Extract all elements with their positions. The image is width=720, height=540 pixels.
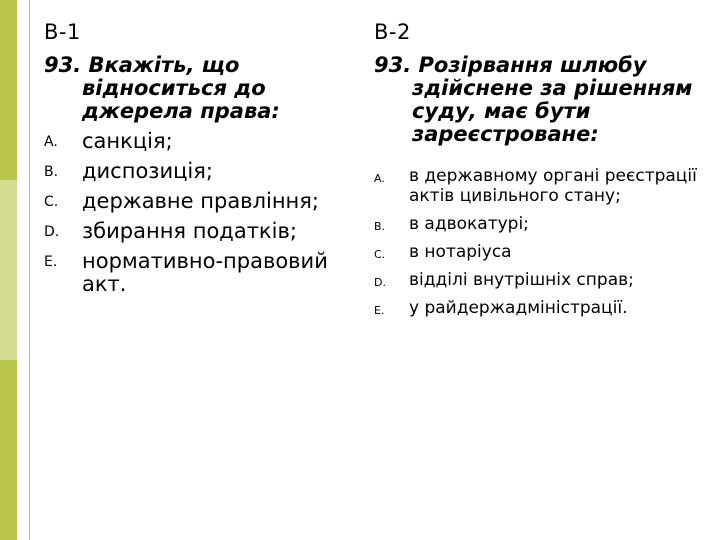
option-marker: D. <box>44 224 60 240</box>
variant-2-question: 93. Розірвання шлюбу здійснене за рішенням суду, має бути зареєстроване: <box>374 53 693 146</box>
option-marker: E. <box>374 304 385 317</box>
option-text: в нотаріуса <box>409 242 512 262</box>
variant-1-title: В-1 <box>44 20 81 44</box>
option-marker: D. <box>374 276 386 289</box>
option-text: державне правління; <box>82 189 319 213</box>
option-b <box>374 214 710 234</box>
option-e <box>374 298 710 318</box>
variant-2-title: В-2 <box>374 20 411 44</box>
option-text: нормативно-правовий акт. <box>82 249 328 296</box>
option-e <box>44 250 354 296</box>
option-text: відділі внутрішніх справ; <box>409 270 634 290</box>
option-text: санкція; <box>82 129 173 153</box>
option-a <box>44 130 354 153</box>
option-text: диспозиція; <box>82 159 213 183</box>
option-c <box>44 190 354 213</box>
variant-1-column <box>44 18 354 296</box>
variant-1-options <box>44 130 354 296</box>
option-c <box>374 242 710 262</box>
variant-1-question: 93. Вкажіть, що відноситься до джерела права: <box>44 53 280 123</box>
option-marker: B. <box>44 164 59 180</box>
option-d <box>44 220 354 243</box>
option-text: у райдержадміністрації. <box>409 298 628 318</box>
option-text: збирання податків; <box>82 219 297 243</box>
option-d <box>374 270 710 290</box>
option-marker: E. <box>44 254 58 270</box>
left-accent-bar-middle <box>0 180 17 360</box>
left-accent-bar-bottom <box>0 360 17 540</box>
option-text: в державному органі реєстрації актів цивільного стану; <box>409 166 697 206</box>
option-marker: C. <box>374 248 386 261</box>
left-accent-bar-top <box>0 0 17 180</box>
option-marker: C. <box>44 194 59 210</box>
option-a <box>374 166 710 206</box>
left-accent-line <box>29 0 30 540</box>
option-b <box>44 160 354 183</box>
option-text: в адвокатурі; <box>409 214 529 234</box>
variant-2-options <box>374 166 710 318</box>
option-marker: A. <box>44 134 58 150</box>
variant-2-column <box>374 18 710 318</box>
option-marker: A. <box>374 172 385 185</box>
option-marker: B. <box>374 220 386 233</box>
